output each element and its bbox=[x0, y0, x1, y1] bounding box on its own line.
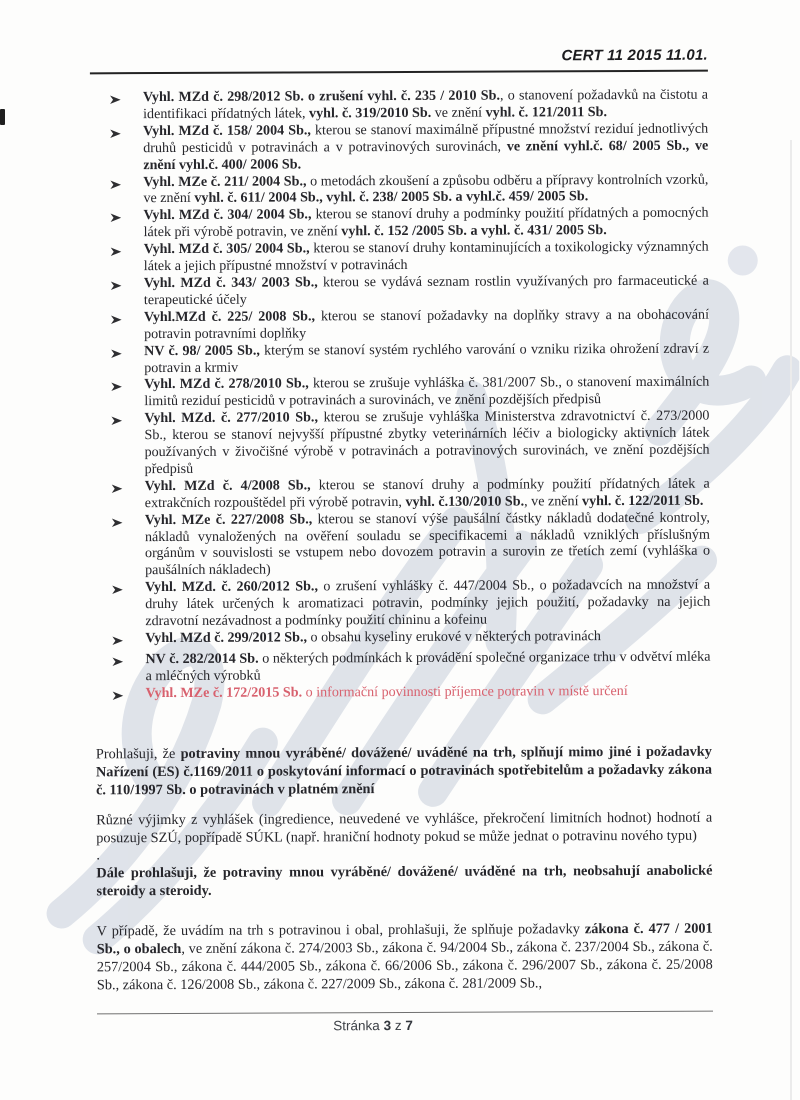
text-run: o obsahu kyseliny erukové v některých potravinách bbox=[306, 628, 601, 646]
paragraph-exceptions bbox=[96, 809, 712, 848]
paragraph-declaration bbox=[96, 743, 712, 800]
list-item bbox=[110, 120, 708, 173]
text-run-bold: Vyhl. MZe č. 227/2008 Sb., bbox=[144, 511, 313, 528]
paragraph-anabolic bbox=[96, 862, 712, 901]
text-run: . bbox=[96, 847, 100, 864]
arrowhead-right-icon bbox=[110, 174, 143, 195]
footer-divider bbox=[97, 1011, 713, 1015]
text-run: o zrušení vyhlášky č. 447/2004 Sb., o požadavcích na množství a druhy látek určených k aromatizaci potravin, podmínky jejich použití, požadavky na jejich zdravotní nezávadnost a podmínky použití chininu a kofeinu bbox=[145, 576, 711, 630]
text-run-bold: Vyhl.MZd č. 225/ 2008 Sb., bbox=[143, 308, 316, 325]
arrowhead-right-icon bbox=[112, 630, 145, 651]
list-item-text bbox=[146, 682, 711, 701]
text-run: kterou se zrušuje vyhláška č. 381/2007 Sb., o stanovení maximálních limitů reziduí pesticidů v potravinách a surovinách, ve znění pozdějších předpisů bbox=[144, 374, 710, 410]
list-item bbox=[112, 628, 710, 652]
list-item bbox=[111, 273, 709, 309]
text-run-bold: NV č. 282/2014 Sb. bbox=[145, 650, 259, 668]
page-number-footer bbox=[65, 1017, 681, 1035]
list-item-text bbox=[143, 120, 708, 173]
list-item-text bbox=[144, 306, 709, 342]
text-run: kterou se stanoví druhy a podmínky použití přídatných a pomocných látek při výrobě potravin, ve znění bbox=[143, 204, 709, 241]
text-run-bold: Vyhl. MZd č. 343/ 2003 Sb., bbox=[143, 274, 318, 292]
footer-total-pages: 7 bbox=[405, 1017, 413, 1033]
text-run-bold: Vyhl. MZd č. 158/ 2004 Sb., bbox=[143, 122, 311, 139]
text-run: kterým se stanoví systém rychlého varování o vzniku rizika ohrožení zdraví z potravin a krmiv bbox=[144, 340, 710, 376]
text-run-bold: NV č. 98/ 2005 Sb., bbox=[144, 342, 260, 359]
arrowhead-right-icon bbox=[110, 123, 143, 144]
arrowhead-right-icon bbox=[112, 579, 145, 600]
arrowhead-right-icon bbox=[111, 410, 144, 431]
header-divider bbox=[90, 70, 708, 75]
list-item-text bbox=[145, 649, 710, 685]
text-run-bold: potraviny mnou vyráběné/ dovážené/ uváděné na trh, splňují mimo jiné i požadavky Nařízení (ES) č.1169/2011 o poskytování informací o potravinách spotřebitelům a požadavky zákona č. 110/1997 Sb. o potravinách v platném znění bbox=[95, 743, 712, 799]
text-run-bold: Dále prohlašuji, že potraviny mnou vyráběné/ dovážené/ uváděné na trh, neobsahují anabolické steroidy a steroidy. bbox=[96, 862, 713, 900]
list-item-text bbox=[144, 273, 709, 309]
arrowhead-right-icon bbox=[112, 478, 145, 499]
arrowhead-right-icon bbox=[111, 343, 144, 364]
text-run: kterou se stanoví výše paušální částky nákladů dodatečné kontroly, nákladů vynaložených na ověření souladu se specifikacemi a nákladů vzniklých příslušným orgánům v souvislosti se vstupem nebo dovozem potravin a surovin ze třetích zemí (vyhláška o paušálních nákladech) bbox=[144, 509, 711, 579]
text-run: , ve znění zákona č. 274/2003 Sb., zákona č. 94/2004 Sb., zákona č. 237/2004 Sb., zákona č. 257/2004 Sb., zákona č. 444/2005 Sb., zákona č. 66/2006 Sb., zákona č. 296/2007 Sb., zákona č. 25/2008 Sb., zákona č. 126/2008 Sb., zákona č. 227/2009 Sb., zákona č. 281/2009 Sb., bbox=[96, 938, 713, 994]
footer-label: Stránka bbox=[333, 1018, 380, 1034]
list-item bbox=[112, 475, 710, 511]
text-run: , ve znění bbox=[524, 492, 583, 510]
regulation-list bbox=[110, 87, 711, 706]
arrowhead-right-icon bbox=[110, 89, 143, 110]
text-run: kterou se stanoví druhy a podmínky použití přídatných látek a extrakčních rozpouštědel při výrobě potravin, bbox=[144, 475, 710, 511]
arrowhead-right-icon bbox=[112, 512, 145, 533]
text-run-bold: Vyhl. MZd č. 305/ 2004 Sb., bbox=[143, 240, 310, 258]
text-run-bold: vyhl. č.130/2010 Sb. bbox=[405, 493, 525, 510]
list-item bbox=[111, 239, 709, 275]
text-run-bold: vyhl. č. 121/2011 Sb. bbox=[485, 103, 608, 121]
text-run-bold: Vyhl. MZd. č. 260/2012 Sb., bbox=[145, 578, 318, 596]
footer-of-word: z bbox=[394, 1017, 402, 1034]
text-run-bold: zákona č. 477 / 2001 Sb., o obalech bbox=[96, 920, 713, 958]
arrowhead-right-icon bbox=[111, 207, 144, 228]
list-item bbox=[110, 171, 708, 207]
text-run-bold: vyhl. č. 152 /2005 Sb. a vyhl. č. 431/ 2005 Sb. bbox=[341, 222, 607, 240]
scan-artifact-left-edge bbox=[0, 109, 5, 125]
text-run: Různé výjimky z vyhlášek (ingredience, neuvedené ve vyhlášce, překročení limitních hodnot) hodnotí a posuzuje SZÚ, popřípadě SÚKL (např. hraniční hodnoty pokud se může jednat o potravinu nového typu) bbox=[96, 809, 713, 847]
scan-edge-line-right bbox=[790, 140, 792, 1100]
list-item-text bbox=[145, 577, 710, 630]
list-item bbox=[112, 509, 710, 579]
arrowhead-right-icon bbox=[111, 241, 144, 262]
text-run-bold: Vyhl. MZd. č. 277/2010 Sb., bbox=[144, 409, 319, 427]
text-run-bold: Vyhl. MZd č. 304/ 2004 Sb., bbox=[143, 206, 312, 224]
list-item-text bbox=[145, 509, 710, 579]
text-run: ve znění bbox=[431, 104, 486, 121]
list-item-text bbox=[144, 374, 709, 410]
declaration-paragraphs bbox=[96, 743, 713, 995]
list-item bbox=[111, 306, 709, 342]
arrowhead-right-icon bbox=[111, 309, 144, 330]
list-item bbox=[113, 682, 711, 706]
arrowhead-right-icon bbox=[111, 275, 144, 296]
text-run: V případě, že uvádím na trh s potravinou i obal, prohlašuji, že splňuje požadavky bbox=[96, 921, 585, 940]
list-item-text bbox=[144, 239, 709, 275]
text-run: kterou se zrušuje vyhláška Ministerstva zdravotnictví č. 273/2000 Sb., kterou se stanoví nejvyšší přípustné zbytky veterinárních léčiv a biologicky aktivních látek používaných v živočišné výrobě v potravinách a potravinových surovinách, ve znění pozdějších předpisů bbox=[144, 407, 710, 478]
list-item-text bbox=[144, 340, 709, 376]
list-item-text bbox=[145, 475, 710, 511]
text-run-bold: vyhl. č. 122/2011 Sb. bbox=[581, 492, 704, 509]
text-run: , o stanovení požadavků na čistotu a identifikaci přídatných látek, bbox=[143, 86, 709, 123]
list-item-text bbox=[144, 205, 709, 241]
list-item-text bbox=[145, 628, 710, 647]
text-run: o informační povinnosti příjemce potravin v místě určení bbox=[302, 682, 628, 701]
text-run-bold: Vyhl. MZd č. 278/2010 Sb., bbox=[144, 375, 309, 393]
document-code: CERT 11 2015 11.01. bbox=[561, 46, 708, 65]
text-run: o některých podmínkách k provádění společné organizace trhu v odvětví mléka a mléčných výrobků bbox=[145, 648, 711, 685]
text-run-bold: vyhl. č. 319/2010 Sb. bbox=[308, 104, 432, 122]
arrowhead-right-icon bbox=[111, 377, 144, 398]
text-run: kterou se stanoví druhy kontaminujících a toxikologicky významných látek a jejich přípustné množství v potravinách bbox=[143, 238, 709, 275]
paragraph-packaging bbox=[97, 920, 713, 995]
text-run: Prohlašuji, že bbox=[95, 745, 181, 763]
list-item bbox=[111, 205, 709, 241]
text-run-bold: Vyhl. MZd č. 298/2012 Sb. o zrušení vyhl. č. 235 / 2010 Sb. bbox=[142, 87, 501, 106]
list-item bbox=[112, 649, 710, 685]
text-run-bold: vyhl. č. 611/ 2004 Sb., vyhl. č. 238/ 2005 Sb. a vyhl.č. 459/ 2005 Sb. bbox=[194, 188, 589, 207]
list-item bbox=[111, 374, 709, 410]
text-run: o metodách zkoušení a způsobu odběru a přípravy kontrolních vzorků, ve znění bbox=[143, 171, 709, 207]
arrowhead-right-icon bbox=[112, 651, 145, 672]
list-item bbox=[110, 87, 708, 123]
list-item bbox=[112, 577, 710, 630]
list-item bbox=[111, 408, 709, 478]
list-item bbox=[111, 340, 709, 376]
footer-page-number: 3 bbox=[383, 1018, 392, 1034]
list-item-text bbox=[143, 171, 708, 207]
list-item-text bbox=[143, 87, 708, 123]
text-run-bold: Vyhl. MZd č. 299/2012 Sb., bbox=[145, 629, 308, 647]
text-run-bold: Vyhl. MZd č. 4/2008 Sb., bbox=[144, 477, 311, 494]
text-run: kterou se vydává seznam rostlin využívaných pro farmaceutické a terapeutické účely bbox=[143, 272, 709, 308]
text-run-bold: Vyhl. MZe č. 172/2015 Sb. bbox=[145, 684, 303, 701]
text-run-bold: ve znění vyhl.č. 68/ 2005 Sb., ve znění vyhl.č. 400/ 2006 Sb. bbox=[143, 137, 709, 173]
arrowhead-right-icon bbox=[113, 685, 146, 706]
list-item-text bbox=[144, 408, 709, 478]
text-run-bold: Vyhl. MZe č. 211/ 2004 Sb., bbox=[143, 172, 307, 190]
text-run: kterou se stanoví požadavky na doplňky stravy a na obohacování potravin potravními doplňky bbox=[144, 306, 710, 342]
text-run: kterou se stanoví maximálně přípustné množství reziduí jednotlivých druhů pesticidů v potravinách a v potravinových surovinách, bbox=[143, 120, 709, 156]
